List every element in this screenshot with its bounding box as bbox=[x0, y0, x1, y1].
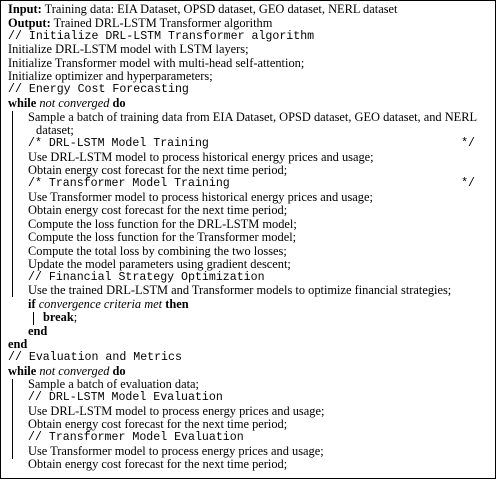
forecast-comment: // Energy Cost Forecasting bbox=[8, 83, 189, 96]
financial-line: Use the trained DRL-LSTM and Transformer models to optimize financial strategies; bbox=[28, 283, 452, 297]
drl-training-line: Use DRL-LSTM model to process historical energy prices and usage; bbox=[28, 150, 374, 164]
while-condition: not converged bbox=[39, 96, 110, 110]
evaluation-comment: // Evaluation and Metrics bbox=[8, 351, 182, 364]
input-label: Input: bbox=[8, 2, 42, 16]
drl-eval-line: Obtain energy cost forecast for the next time period; bbox=[28, 417, 288, 431]
sample-line: Sample a batch of training data from EIA Dataset, OPSD dataset, GEO dataset, and NERL bbox=[28, 110, 478, 124]
output-text: Trained DRL-LSTM Transformer algorithm bbox=[53, 16, 273, 30]
transformer-training-line: Update the model parameters using gradient descent; bbox=[28, 257, 291, 271]
transformer-training-comment bbox=[28, 176, 495, 191]
do-keyword: do bbox=[112, 364, 126, 378]
transformer-training-line: Use Transformer model to process historical energy prices and usage; bbox=[28, 190, 373, 204]
transformer-training-comment-text: /* Transformer Model Training bbox=[28, 177, 230, 190]
transformer-eval-line: Obtain energy cost forecast for the next time period; bbox=[28, 457, 288, 471]
break-semicolon: ; bbox=[73, 310, 78, 324]
comment-close: */ bbox=[461, 137, 475, 150]
block-rule bbox=[12, 111, 13, 297]
sample-line-cont: dataset; bbox=[36, 123, 74, 137]
while-line bbox=[8, 96, 126, 111]
drl-eval-line: Use DRL-LSTM model to process energy prices and usage; bbox=[28, 404, 325, 418]
end-if: end bbox=[28, 324, 48, 338]
transformer-training-line: Compute the total loss by combining the two losses; bbox=[28, 244, 287, 258]
input-text: Training data: EIA Dataset, OPSD dataset, GEO dataset, NERL dataset bbox=[44, 2, 398, 16]
drl-eval-comment: // DRL-LSTM Model Evaluation bbox=[28, 391, 223, 404]
break-keyword: break bbox=[43, 310, 74, 324]
comment-close: */ bbox=[461, 177, 475, 190]
output-label: Output: bbox=[8, 16, 51, 30]
while-keyword: while bbox=[8, 96, 37, 110]
transformer-eval-comment: // Transformer Model Evaluation bbox=[28, 431, 244, 444]
init-line: Initialize DRL-LSTM model with LSTM layers; bbox=[8, 42, 249, 56]
transformer-training-line: Compute the loss function for the Transformer model; bbox=[28, 230, 297, 244]
drl-training-comment bbox=[28, 136, 495, 151]
while-keyword: while bbox=[8, 364, 37, 378]
transformer-eval-line: Use Transformer model to process energy prices and usage; bbox=[28, 444, 324, 458]
input-line bbox=[8, 2, 397, 17]
break-line bbox=[43, 310, 77, 325]
while-condition: not converged bbox=[39, 364, 110, 378]
drl-training-line: Obtain energy cost forecast for the next time period; bbox=[28, 163, 288, 177]
transformer-training-line: Obtain energy cost forecast for the next time period; bbox=[28, 203, 288, 217]
transformer-training-line: Compute the loss function for the DRL-LSTM model; bbox=[28, 217, 297, 231]
if-keyword: if bbox=[28, 297, 36, 311]
block-rule bbox=[12, 379, 13, 459]
then-keyword: then bbox=[165, 297, 189, 311]
init-line: Initialize optimizer and hyperparameters; bbox=[8, 69, 213, 83]
drl-training-comment-text: /* DRL-LSTM Model Training bbox=[28, 137, 209, 150]
init-line: Initialize Transformer model with multi-head self-attention; bbox=[8, 56, 305, 70]
do-keyword: do bbox=[112, 96, 126, 110]
end-while: end bbox=[8, 337, 28, 351]
eval-sample-line: Sample a batch of evaluation data; bbox=[28, 377, 199, 391]
financial-comment: // Financial Strategy Optimization bbox=[28, 271, 265, 284]
if-condition: convergence criteria met bbox=[38, 297, 163, 311]
init-comment: // Initialize DRL-LSTM Transformer algorithm bbox=[8, 30, 315, 43]
